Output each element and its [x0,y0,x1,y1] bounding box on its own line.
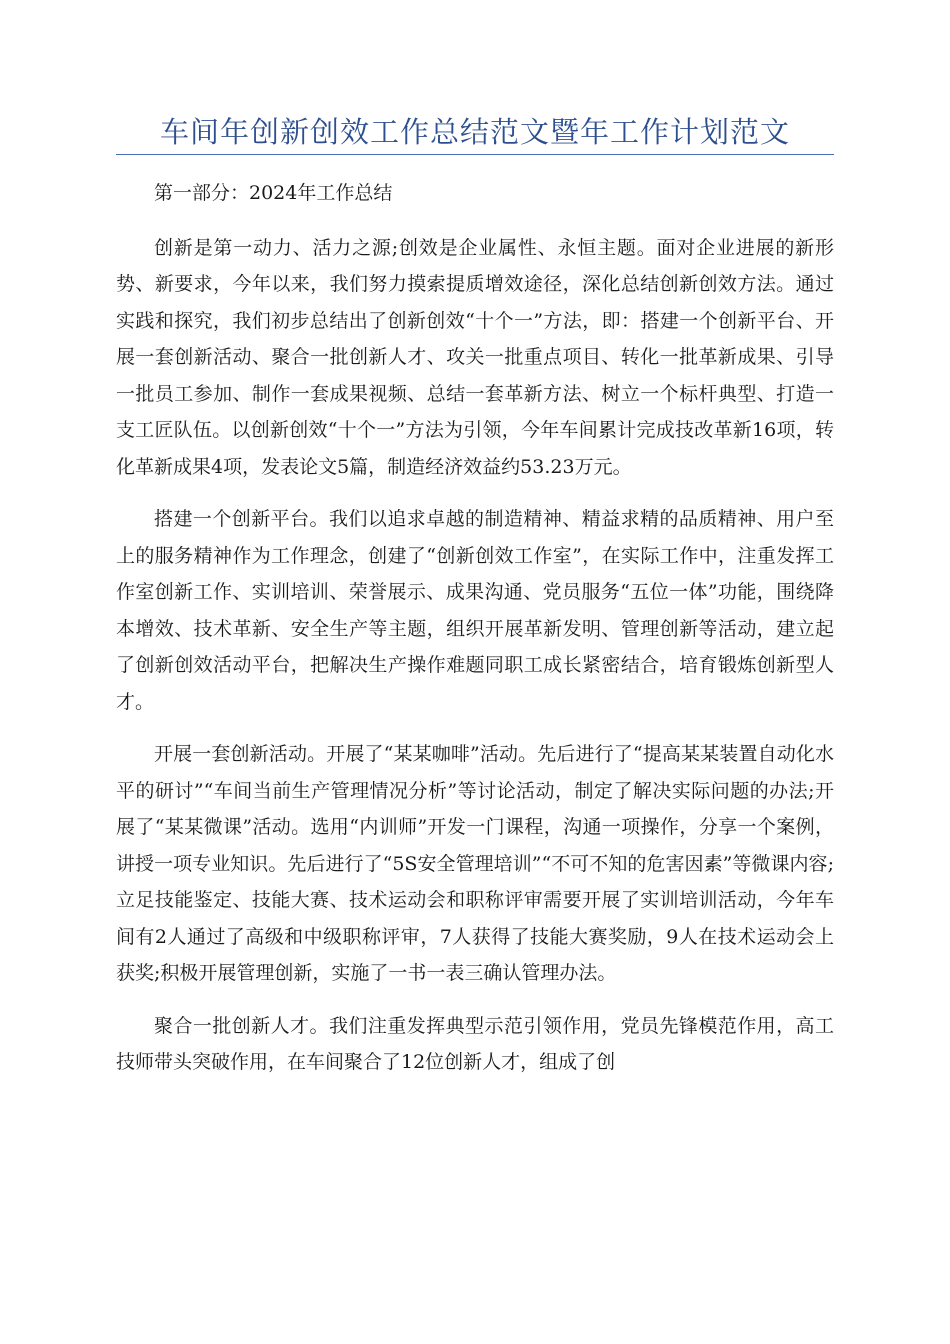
section-heading: 第一部分：2024年工作总结 [154,182,393,204]
title-underline [116,154,834,155]
paragraph-platform: 搭建一个创新平台。我们以追求卓越的制造精神、精益求精的品质精神、用户至上的服务精神作为工作理念，创建了“创新创效工作室”，在实际工作中，注重发挥工作室创新工作、实训培训、荣誉展示、成果沟通、党员服务“五位一体”功能，围绕降本增效、技术革新、安全生产等主题，组织开展革新发明、管理创新等活动，建立起了创新创效活动平台，把解决生产操作难题同职工成长紧密结合，培育锻炼创新型人才。 [116,508,834,713]
paragraph-intro: 创新是第一动力、活力之源;创效是企业属性、永恒主题。面对企业进展的新形势、新要求，今年以来，我们努力摸索提质增效途径，深化总结创新创效方法。通过实践和探究，我们初步总结出了创新创效“十个一”方法，即：搭建一个创新平台、开展一套创新活动、聚合一批创新人才、攻关一批重点项目、转化一批革新成果、引导一批员工参加、制作一套成果视频、总结一套革新方法、树立一个标杆典型、打造一支工匠队伍。以创新创效“十个一”方法为引领，今年车间累计完成技改革新16项，转化革新成果4项，发表论文5篇，制造经济效益约53.23万元。 [116,236,834,478]
paragraph-activities: 开展一套创新活动。开展了“某某咖啡”活动。先后进行了“提高某某装置自动化水平的研讨”“车间当前生产管理情况分析”等讨论活动，制定了解决实际问题的办法;开展了“某某微课”活动。选用“内训师”开发一门课程，沟通一项操作，分享一个案例，讲授一项专业知识。先后进行了“5S安全管理培训”“不可不知的危害因素”等微课内容;立足技能鉴定、技能大赛、技术运动会和职称评审需要开展了实训培训活动，今年车间有2人通过了高级和中级职称评审，7人获得了技能大赛奖励，9人在技术运动会上获奖;积极开展管理创新，实施了一书一表三确认管理办法。 [116,743,834,984]
document-title: 车间年创新创效工作总结范文暨年工作计划范文 [159,115,790,149]
paragraph-talent: 聚合一批创新人才。我们注重发挥典型示范引领作用，党员先锋模范作用，高工技师带头突破作用，在车间聚合了12位创新人才，组成了创 [116,1014,834,1073]
document-body [116,175,834,1097]
